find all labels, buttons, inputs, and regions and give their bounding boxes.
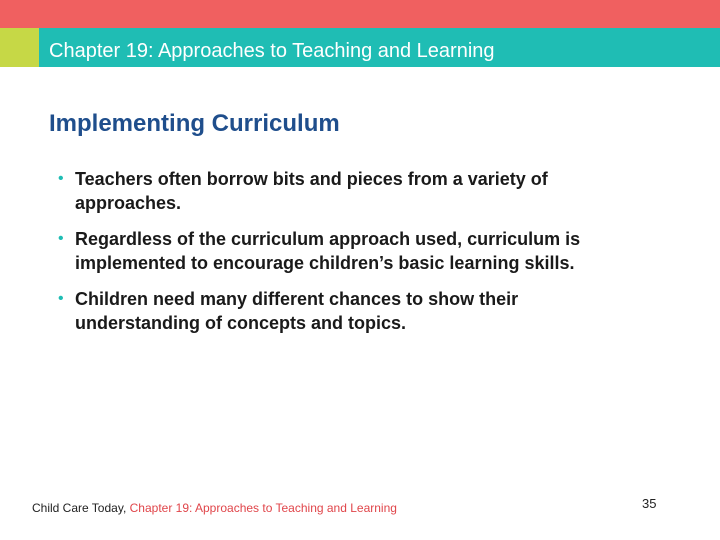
- bullet-text: Teachers often borrow bits and pieces from a variety of approaches.: [75, 169, 548, 213]
- header-title: Chapter 19: Approaches to Teaching and Learning: [49, 40, 495, 62]
- bullet-text: Children need many different chances to show their understanding of concepts and topics.: [75, 289, 519, 333]
- bullet-icon: •: [58, 290, 64, 307]
- footer-chapter: Chapter 19: Approaches to Teaching and Learning: [129, 501, 397, 515]
- bullet-item: [58, 167, 598, 215]
- slide-heading: Implementing Curriculum: [49, 110, 340, 137]
- page-number: 35: [642, 496, 657, 511]
- bullet-list: [58, 167, 598, 347]
- bullet-icon: •: [58, 170, 64, 187]
- bullet-item: [58, 287, 598, 335]
- bullet-text: Regardless of the curriculum approach used, curriculum is implemented to encourage children’s basic learning skills.: [75, 229, 581, 273]
- top-color-band: [0, 0, 720, 28]
- footer: [32, 501, 397, 515]
- bullet-item: [58, 227, 598, 275]
- bullet-icon: •: [58, 230, 64, 247]
- footer-book-title: Child Care Today,: [32, 501, 127, 515]
- accent-block: [0, 28, 39, 67]
